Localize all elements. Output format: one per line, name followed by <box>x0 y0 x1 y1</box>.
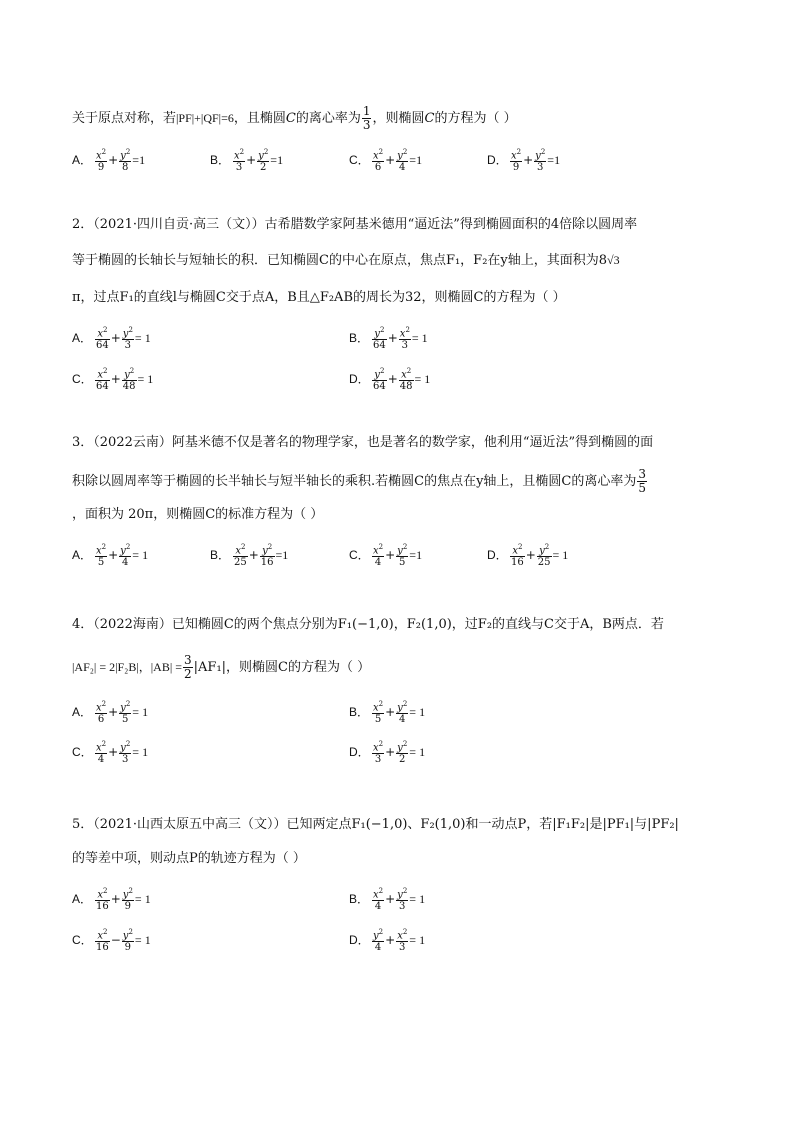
q3-eccentricity-fraction <box>637 468 647 495</box>
q4-stem-text: |AF₁|，则椭圆C的方程为（ ） <box>193 660 371 675</box>
q3-ecc-den: 5 <box>638 481 647 495</box>
q2-option-a[interactable]: A． $\frac{x^2}{64}$ + $\frac{y^2}{3}$ = 1 <box>72 326 151 352</box>
frac-den: 6 <box>97 714 105 726</box>
option-rhs: = 1 <box>414 372 431 387</box>
q1-stem-text: 关于原点对称，若 <box>72 111 177 126</box>
q1-stem <box>72 105 517 132</box>
option-rhs: = 1 <box>552 548 569 563</box>
q5-option-b[interactable]: B． $\frac{x^2}{4}$ + $\frac{y^2}{3}$ = 1 <box>349 887 426 913</box>
option-label: C． <box>349 153 370 168</box>
option-label: A． <box>72 153 93 168</box>
frac-den: 48 <box>399 381 413 393</box>
frac-den: 3 <box>399 901 406 913</box>
frac-den: 4 <box>374 557 382 569</box>
q3-stem-line-2 <box>72 468 648 495</box>
frac-den: 16 <box>260 557 274 569</box>
q5-stem-line-1: 5．（2021·山西太原五中高三（文））已知两定点F₁(−1,0)、F₂(1,0)和一动点P，若|F₁F₂|是|PF₁|与|PF₂| <box>72 817 679 832</box>
q2-stem-line-3: π，过点F₁的直线l与椭圆C交于点A，B且△F₂AB的周长为32，则椭圆C的方程为（ ） <box>72 290 566 305</box>
option-label: C． <box>72 372 93 387</box>
frac-den: 25 <box>537 557 551 569</box>
option-label: C． <box>349 548 370 563</box>
q1-ecc-num: 1 <box>362 104 371 118</box>
option-rhs: = 1 <box>137 372 154 387</box>
q2-option-c[interactable]: C． $\frac{x^2}{64}$ + $\frac{y^2}{48}$ = 1 <box>72 367 154 393</box>
q1-var-c-2: C <box>424 111 435 126</box>
frac-den: 64 <box>373 381 386 393</box>
q5-option-d[interactable]: D． $\frac{y^2}{4}$ + $\frac{x^2}{3}$ = 1 <box>349 928 426 954</box>
frac-den: 4 <box>374 942 382 954</box>
frac-den: 16 <box>511 557 524 569</box>
frac-den: 4 <box>97 754 105 766</box>
q4-option-c[interactable]: C． $\frac{x^2}{4}$ + $\frac{y^2}{3}$ = 1 <box>72 740 149 766</box>
q4-option-d[interactable]: D． $\frac{x^2}{3}$ + $\frac{y^2}{2}$ = 1 <box>349 740 426 766</box>
option-label: C． <box>72 745 93 760</box>
q4-expr: |AF₂| = 2|F₂B|，|AB| = <box>72 660 183 674</box>
q4-stem-line-1: 4．（2022海南）已知椭圆C的两个焦点分别为F₁(−1,0)，F₂(1,0)，过F₂的直线与C交于A，B两点．若 <box>72 617 664 632</box>
option-label: C． <box>72 933 93 948</box>
frac-den: 4 <box>399 162 406 174</box>
q3-ecc-num: 3 <box>638 467 647 481</box>
q1-option-b[interactable]: B． $\frac{x^2}{3}$ + $\frac{y^2}{2}$ =1 <box>210 148 284 174</box>
q1-option-a[interactable]: A． $\frac{x^2}{9}$ + $\frac{y^2}{8}$ =1 <box>72 148 146 174</box>
option-rhs: =1 <box>275 548 289 563</box>
frac-den: 3 <box>537 162 544 174</box>
option-label: A． <box>72 331 93 346</box>
frac-den: 4 <box>122 557 129 569</box>
frac-den: 64 <box>96 381 109 393</box>
q4-option-a[interactable]: A． $\frac{x^2}{6}$ + $\frac{y^2}{5}$ = 1 <box>72 700 149 726</box>
q3-option-b[interactable]: B． $\frac{x^2}{25}$ + $\frac{y^2}{16}$ =1 <box>210 543 289 569</box>
frac-den: 5 <box>122 714 129 726</box>
option-label: D． <box>487 548 508 563</box>
frac-den: 25 <box>234 557 247 569</box>
q4-stem-line-2 <box>72 654 370 681</box>
frac-den: 3 <box>235 162 243 174</box>
option-label: D． <box>349 745 370 760</box>
q2-option-b[interactable]: B． $\frac{y^2}{64}$ + $\frac{x^2}{3}$ = 1 <box>349 326 428 352</box>
frac-den: 6 <box>374 162 382 174</box>
q1-var-c: C <box>285 111 296 126</box>
frac-den: 3 <box>401 340 409 352</box>
option-rhs: =1 <box>547 153 561 168</box>
option-rhs: = 1 <box>409 705 426 720</box>
q4-frac-den: 2 <box>184 667 192 681</box>
q5-option-a[interactable]: A． $\frac{x^2}{16}$ + $\frac{y^2}{9}$ = 1 <box>72 887 151 913</box>
frac-den: 9 <box>124 901 132 913</box>
option-rhs: = 1 <box>409 745 426 760</box>
frac-den: 4 <box>399 714 406 726</box>
option-label: B． <box>210 548 231 563</box>
frac-den: 3 <box>124 340 132 352</box>
q1-eccentricity-fraction <box>362 105 372 132</box>
option-rhs: = 1 <box>409 892 426 907</box>
frac-den: 4 <box>374 901 382 913</box>
q2-stem-line-1: 2．（2021·四川自贡·高三（文））古希腊数学家阿基米德用“逼近法”得到椭圆面积的4倍除以圆周率 <box>72 217 638 232</box>
frac-den: 8 <box>122 162 129 174</box>
option-rhs: = 1 <box>411 331 428 346</box>
q3-stem-line-1: 3．（2022云南）阿基米德不仅是著名的物理学家，也是著名的数学家，他利用“逼近法”得到椭圆的面 <box>72 435 654 450</box>
option-label: D． <box>487 153 508 168</box>
frac-den: 3 <box>122 754 129 766</box>
q1-ecc-den: 3 <box>362 118 371 132</box>
option-label: D． <box>349 933 370 948</box>
frac-den: 3 <box>374 754 382 766</box>
q1-stem-text-4: ，则椭圆 <box>372 111 425 126</box>
q5-stem-line-2: 的等差中项，则动点P的轨迹方程为（ ） <box>72 851 306 866</box>
option-label: B． <box>349 331 370 346</box>
option-rhs: = 1 <box>132 705 149 720</box>
option-label: B． <box>210 153 231 168</box>
option-rhs: =1 <box>409 548 423 563</box>
option-label: B． <box>349 892 370 907</box>
option-rhs: = 1 <box>134 331 151 346</box>
frac-den: 2 <box>399 754 406 766</box>
option-rhs: =1 <box>132 153 146 168</box>
q2-stem-text: 等于椭圆的长轴长与短轴长的积．已知椭圆C的中心在原点，焦点F₁，F₂在y轴上，其面积为8 <box>72 253 608 268</box>
q1-stem-text-3: 的离心率为 <box>295 111 361 126</box>
option-rhs: =1 <box>409 153 423 168</box>
q3-option-a[interactable]: A． $\frac{x^2}{5}$ + $\frac{y^2}{4}$ = 1 <box>72 543 149 569</box>
frac-den: 9 <box>512 162 520 174</box>
frac-den: 9 <box>124 942 132 954</box>
option-label: B． <box>349 705 370 720</box>
q5-option-c[interactable]: C． $\frac{x^2}{16}$ − $\frac{y^2}{9}$ = 1 <box>72 928 151 954</box>
frac-den: 5 <box>374 714 382 726</box>
option-rhs: = 1 <box>134 892 151 907</box>
option-rhs: =1 <box>270 153 284 168</box>
q2-sqrt3: √3 <box>607 253 620 267</box>
option-label: A． <box>72 548 93 563</box>
option-label: A． <box>72 892 93 907</box>
option-rhs: = 1 <box>132 548 149 563</box>
q3-option-d[interactable]: D． $\frac{x^2}{16}$ + $\frac{y^2}{25}$ = 1 <box>487 543 569 569</box>
q4-frac-num: 3 <box>184 653 192 667</box>
frac-den: 5 <box>399 557 406 569</box>
q1-expr: |PF|+|QF|=6 <box>176 111 234 125</box>
q1-option-c[interactable]: C． $\frac{x^2}{6}$ + $\frac{y^2}{4}$ =1 <box>349 148 423 174</box>
q1-stem-text-2: ，且椭圆 <box>233 111 286 126</box>
option-rhs: = 1 <box>132 745 149 760</box>
frac-den: 64 <box>96 340 109 352</box>
frac-den: 16 <box>96 901 109 913</box>
option-label: A． <box>72 705 93 720</box>
option-rhs: = 1 <box>409 933 426 948</box>
q3-stem-text: 积除以圆周率等于椭圆的长半轴长与短半轴长的乘积.若椭圆C的焦点在y轴上，且椭圆C的离心率为 <box>72 474 637 489</box>
frac-den: 48 <box>122 381 136 393</box>
q4-fraction <box>183 654 193 681</box>
frac-den: 64 <box>373 340 386 352</box>
option-rhs: = 1 <box>134 933 151 948</box>
q1-option-d[interactable]: D． $\frac{x^2}{9}$ + $\frac{y^2}{3}$ =1 <box>487 148 561 174</box>
q4-option-b[interactable]: B． $\frac{x^2}{5}$ + $\frac{y^2}{4}$ = 1 <box>349 700 426 726</box>
q3-option-c[interactable]: C． $\frac{x^2}{4}$ + $\frac{y^2}{5}$ =1 <box>349 543 423 569</box>
frac-den: 16 <box>96 942 109 954</box>
frac-den: 3 <box>399 942 406 954</box>
option-label: D． <box>349 372 370 387</box>
q2-option-d[interactable]: D． $\frac{y^2}{64}$ + $\frac{x^2}{48}$ = 1 <box>349 367 431 393</box>
frac-den: 9 <box>97 162 105 174</box>
frac-den: 2 <box>260 162 267 174</box>
frac-den: 5 <box>97 557 105 569</box>
q3-stem-line-3: ，面积为 20π，则椭圆C的标准方程为（ ） <box>72 507 324 522</box>
q2-stem-line-2 <box>72 250 620 271</box>
q1-stem-text-5: 的方程为（ ） <box>434 111 517 126</box>
